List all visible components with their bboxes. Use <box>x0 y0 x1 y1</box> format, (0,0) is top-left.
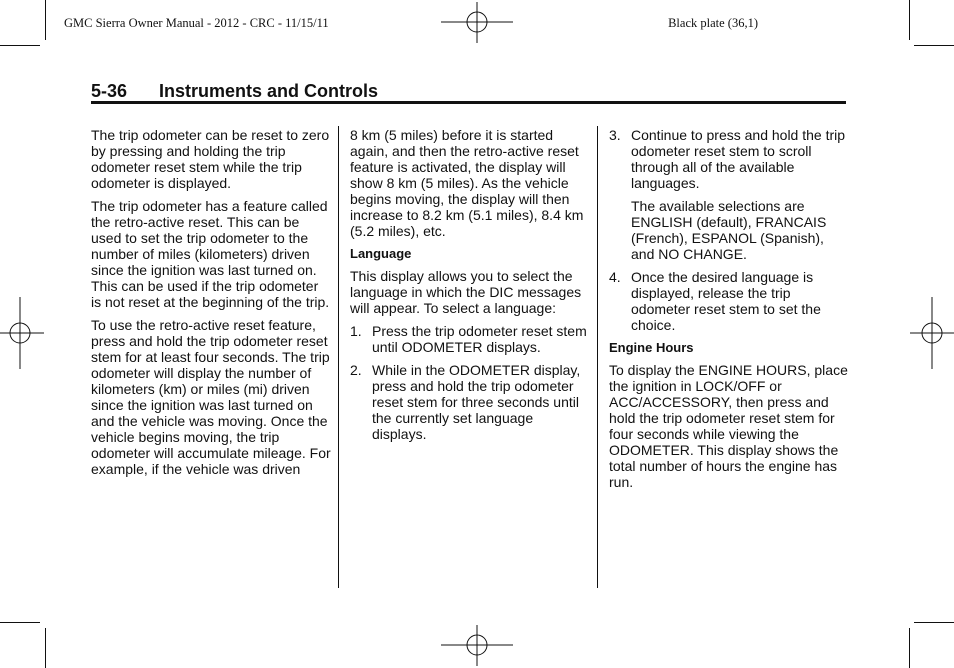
list-item <box>609 127 849 191</box>
list-item-number: 2. <box>350 362 362 378</box>
paragraph-retro-active: The trip odometer has a feature called the retro-active reset. This can be used to set the trip odometer to the number of miles (kilometers) driven since the ignition was last turned on. This can be used if the trip odometer is not reset at the beginning of the trip. <box>91 198 330 310</box>
registration-mark-right <box>910 297 954 369</box>
list-item-number: 3. <box>609 127 621 143</box>
paragraph-language-intro: This display allows you to select the language in which the DIC messages will appear. To select a language: <box>350 268 582 316</box>
column-divider-1 <box>338 126 339 588</box>
text-column-1 <box>91 127 331 484</box>
list-item <box>609 269 849 333</box>
crop-mark-top-right-horizontal <box>914 45 954 46</box>
list-item-text: Continue to press and hold the trip odometer reset stem to scroll through all of the available languages. <box>631 127 846 191</box>
text-column-2 <box>350 127 590 449</box>
list-item <box>350 362 590 442</box>
crop-mark-top-left-vertical <box>45 0 46 40</box>
page-number: 5-36 <box>91 81 128 101</box>
crop-mark-bottom-right-vertical <box>909 628 910 668</box>
slug-line-left: GMC Sierra Owner Manual - 2012 - CRC - 11/15/11 <box>64 16 329 30</box>
column-divider-2 <box>597 126 598 588</box>
paragraph-use-retro-active: To use the retro-active reset feature, press and hold the trip odometer reset stem for at least four seconds. The trip odometer will display the number of kilometers (km) or miles (mi) driven since the ignition was last turned on and the vehicle was moving. Once the vehicle begins moving, the trip odometer will accumulate mileage. For example, if the vehicle was driven <box>91 317 331 477</box>
paragraph-retro-active-example: 8 km (5 miles) before it is started again, and then the retro-active reset feature is activated, the display will show 8 km (5 miles). As the vehicle begins moving, the display will then increase to 8.2 km (5.1 miles), 8.4 km (5.2 miles), etc. <box>350 127 584 239</box>
list-item-text: While in the ODOMETER display, press and hold the trip odometer reset stem for three seconds until the currently set language displays. <box>372 362 581 442</box>
registration-mark-top <box>441 0 513 45</box>
heading-engine-hours: Engine Hours <box>609 340 694 355</box>
registration-mark-bottom <box>441 623 513 668</box>
list-item-number: 4. <box>609 269 621 285</box>
list-item-number: 1. <box>350 323 362 339</box>
list-item-text: Press the trip odometer reset stem until ODOMETER displays. <box>372 323 587 355</box>
paragraph-reset-trip: The trip odometer can be reset to zero by pressing and holding the trip odometer reset stem while the trip odometer is displayed. <box>91 127 330 191</box>
section-title: Instruments and Controls <box>159 81 379 101</box>
crop-mark-top-left-horizontal <box>0 45 40 46</box>
list-item-text: Once the desired language is displayed, release the trip odometer reset stem to set the choice. <box>631 269 821 333</box>
slug-line-right: Black plate (36,1) <box>668 16 758 30</box>
crop-mark-bottom-left-horizontal <box>0 622 40 623</box>
list-item <box>350 323 590 355</box>
registration-mark-left <box>0 297 44 369</box>
crop-mark-bottom-left-vertical <box>45 628 46 668</box>
section-header <box>91 80 846 104</box>
paragraph-available-selections: The available selections are ENGLISH (default), FRANCAIS (French), ESPANOL (Spanish), and NO CHANGE. <box>631 198 827 262</box>
heading-language: Language <box>350 246 412 261</box>
crop-mark-bottom-right-horizontal <box>914 622 954 623</box>
crop-mark-top-right-vertical <box>909 0 910 40</box>
paragraph-engine-hours: To display the ENGINE HOURS, place the ignition in LOCK/OFF or ACC/ACCESSORY, then press and hold the trip odometer reset stem for four seconds while viewing the ODOMETER. This display shows the total number of hours the engine has run. <box>609 362 848 490</box>
text-column-3 <box>609 127 849 497</box>
